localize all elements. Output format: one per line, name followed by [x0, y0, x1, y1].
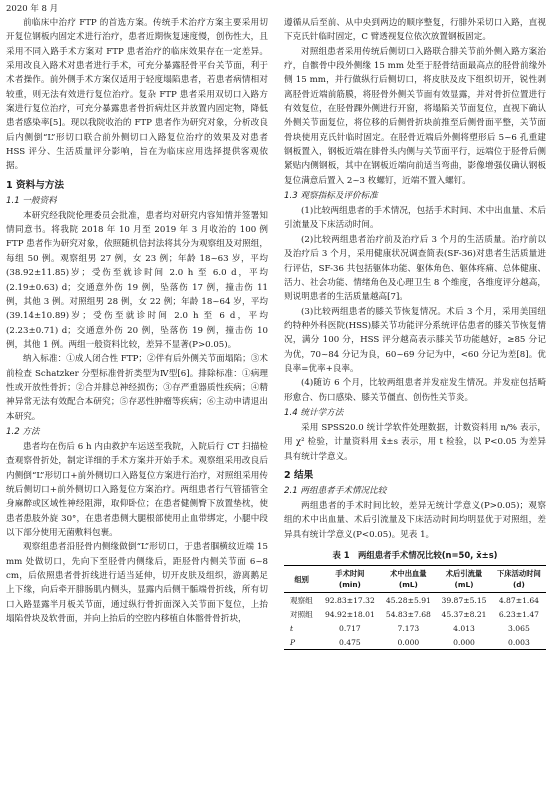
subsection-heading-observation: 1.3 观察指标及评价标准	[284, 191, 378, 202]
general-data-paragraph: 本研究经我院伦理委员会批准，患者均对研究内容知情并签署知情同意书。将我院 2018 年 10 月至 2019 年 3 月收治的 100 例 FTP 患者作为研究对象，依照随机信封法将其分为观察组及对照组，每组 50 例。观察组男 27 例，女 23 例；年龄 18~63 岁，平均(38.92±11.85)岁；受伤至就诊时间 2.0 h 至 6.0 d，平均(2.19±0.63) d；交通意外伤 19 例，坠落伤 17 例，撞击伤 11 例，其他 3 例。对照组男 28 例，女 22 例；年龄 18~64 岁，平均(39.14±10.89)岁；受伤至就诊时间 2.0 h 至 6 d，平均(2.23±0.71) d；交通意外伤 20 例，坠落伤 19 例，撞击伤 10 例，其他 1 例。两组一般资料比较，差异不显著(P>0.05)。	[6, 210, 268, 350]
table-row	[284, 607, 546, 621]
right-column	[284, 16, 546, 650]
header-cell: 下床活动时间 (d)	[497, 569, 541, 590]
table-cell: 对照组	[290, 609, 313, 619]
table-cell: 0.000	[453, 637, 475, 647]
table-header-row	[284, 566, 546, 593]
section-heading-results: 2 结果	[284, 469, 314, 481]
table-cell: 39.87±5.15	[441, 595, 487, 605]
table-cell: 观察组	[290, 595, 313, 605]
intro-paragraph: 前临床中治疗 FTP 的首选方案。传统手术治疗方案主要采用切开复位钢板内固定术进行治疗，患者近期恢复速度慢，创伤性大，且采用不同入路手术方案对 FTP 患者治疗的临床效果存在一定差异。采用改良入路术对患者进行手术，可充分暴露胫骨平台关节面，利于术者操作。前外侧手术方案仅适用于轻度塌陷患者，若患者病情相对较重，则无法有效进行复位治疗。复杂 FTP 患者采用双切口入路方案进行复位治疗，可充分暴露患者骨折病灶区并放置内固定物，降低患者感染率[5]。现以我院收治的 FTP 患者作为研究对象，分析改良后内侧倒“L”形切口联合前外侧切口入路复位治疗的效果及对患者 HSS 评分、生活质量评分影响，旨在为临床应用选择提供客观依据。	[6, 18, 268, 172]
method-paragraph: 患者均在伤后 6 h 内由救护车运送至我院，入院后行 CT 扫描检查观察骨折处，制定详细的手术方案并开始手术。观察组采用改良后内侧倒“L”形切口+前外侧切口入路复位方案进行治疗，对照组采用传统后侧切口+前外侧切口入路复位方案治疗。两组患者行气管插管全身麻醉或区域性神经阻滞，取仰卧位；在患者健侧臀下放置垫枕，使患者患肢外旋 30°，在患者患侧大腿根部使用止血带绑定，小腿中段以下部分使用无菌敷料包裹。	[6, 441, 268, 538]
table-cell: 7.173	[397, 623, 420, 633]
surgery-results-paragraph: 两组患者的手术时间比较，差异无统计学意义(P>0.05)；观察组的术中出血量、术后引流量及下床活动时间均明显优于对照组，差异具有统计学意义(P<0.05)。见表 1。	[284, 500, 546, 540]
header-cell: 组别	[294, 574, 309, 584]
statistics-paragraph: 采用 SPSS20.0 统计学软件处理数据，计数资料用 n/% 表示，用 χ² 检验，计量资料用 x̄±s 表示，用 t 检验，以 P<0.05 为差异具有统计学意义。	[284, 422, 546, 462]
table-cell: 92.83±17.32	[324, 595, 375, 605]
table-cell: 54.83±7.68	[385, 609, 431, 619]
table-row	[284, 621, 546, 635]
control-group-paragraph: 对照组患者采用传统后侧切口入路联合腓关节前外侧入路方案治疗，自髌骨中段外侧缘 15 mm 处至于胫骨结面最高点的胫骨前缘外侧 15 mm，并行做纵行后侧切口，将皮肤及皮下组织切开，锐性剥离胫骨近端前筋膜，将胫骨外侧关节面有效显露，并对骨折位置进行有效复位，在胫骨踝外侧进行开窗，将塌陷关节面复位，直视下确认外侧关节面复位，将位移的后侧骨折块前推至后侧骨面平整，关节面骨块使用克氏针临时固定。在胫骨近端后外侧将塑形后 5~6 孔重建钢板置入，钢板近端在腓骨头内侧与关节面平行，远端位于胫骨后侧紧贴内侧钢板，其中在钢板近端向前适当弯曲，影像增强仪确认钢板复位满意后置入 2~3 枚螺钉，近端不置入螺钉。	[284, 46, 546, 186]
table-cell: 4.87±1.64	[498, 595, 539, 605]
table-cell: 4.013	[453, 623, 475, 633]
left-column	[6, 16, 268, 626]
header-cell: 手术时间 (min)	[335, 569, 365, 590]
observation-item-2: (2)比较两组患者治疗前及治疗后 3 个月的生活质量。治疗前以及治疗后 3 个月，采用健康状况调查简表(SF-36)对患者生活质量进行评估，SF-36 共包括躯体功能、躯体角色、躯体疼痛、总体健康、活力、社会功能、情绪角色及心理卫生 8 个维度，各维度评分越高，则说明患者的生活质量越高[7]。	[284, 234, 546, 303]
table-cell: 3.065	[508, 623, 530, 633]
table-cell: 94.92±18.01	[324, 609, 375, 619]
table-cell: 0.003	[508, 637, 530, 647]
observation-item-1: (1)比较两组患者的手术情况，包括手术时间、术中出血量、术后引流量及下床活动时间。	[284, 206, 546, 231]
table-cell: 0.475	[339, 637, 361, 647]
table-caption: 表 1 两组患者手术情况比较(n=50, x̄±s)	[332, 550, 498, 560]
table-cell: 0.000	[397, 637, 420, 647]
header-cell: 术中出血量 (mL)	[390, 569, 427, 590]
table-row	[284, 635, 546, 650]
table-cell: t	[290, 623, 294, 633]
table-cell: 6.23±1.47	[498, 609, 539, 619]
running-header-date: 2020 年 8 月	[6, 4, 59, 14]
section-heading-methods: 1 资料与方法	[6, 179, 64, 191]
table-cell: 45.37±8.21	[441, 609, 487, 619]
header-cell: 术后引流量 (mL)	[445, 569, 483, 590]
subsection-heading-surgery: 2.1 两组患者手术情况比较	[284, 485, 387, 496]
results-table	[284, 565, 546, 650]
observation-group-paragraph: 观察组患者沿胫骨内侧缘做倒“L”形切口，于患者腘横纹近端 15 mm 处做切口，先向下至胫骨内侧缘后，距胫骨内侧关节面 6~8 cm，后依照患者骨折线进行适当延伸，切开皮肤及组织，游离鹅足上下缘，向后牵开腓肠肌内侧头，显露内后侧干骺端骨折线，所有切口入路显露半月板关节面，通过纵行骨折面深入关节面下复位，上抬塌陷骨块及软骨面，并向上抬后的空腔内移植自体髂骨骨折块，	[6, 542, 268, 625]
criteria-paragraph: 纳入标准：①成人闭合性 FTP；②伴有后外侧关节面塌陷；③术前检查 Schatzker 分型标准骨折类型为Ⅳ型[6]。排除标准：①病理性或开放性骨折；②合并腓总神经损伤；③存严重器质性疾病；④精神异常无法有效配合本研究；⑤存恶性肿瘤等疾病；⑥主动申请退出本研究。	[6, 354, 268, 422]
table-cell: P	[290, 637, 296, 647]
table-row	[284, 593, 546, 608]
subsection-heading-general: 1.1 一般资料	[6, 195, 57, 206]
continuation-paragraph: 遵循从后至前、从中央到两边的顺序整复，行腓外采切口入路，直视下克氏针临时固定，C 臂透视复位依次放置钢板固定。	[284, 18, 546, 43]
table-cell: 0.717	[339, 623, 361, 633]
observation-item-4: (4)随访 6 个月，比较两组患者并发症发生情况。并发症包括畸形愈合、伤口感染、膝关节僵直、创伤性关节炎。	[284, 378, 546, 403]
table-cell: 45.28±5.91	[385, 595, 431, 605]
observation-item-3: (3)比较两组患者的膝关节恢复情况。术后 3 个月，采用美国纽约特种外科医院(HSS)膝关节功能评分系统评估患者的膝关节恢复情况，满分 100 分，HSS 评分越高表示膝关节功能越好，≥85 分记为优，70~84 分记为良，60~69 分记为中，<60 分记为差[8]。优良率=优率+良率。	[284, 306, 546, 374]
subsection-heading-statistics: 1.4 统计学方法	[284, 407, 344, 418]
subsection-heading-method: 1.2 方法	[6, 426, 40, 437]
